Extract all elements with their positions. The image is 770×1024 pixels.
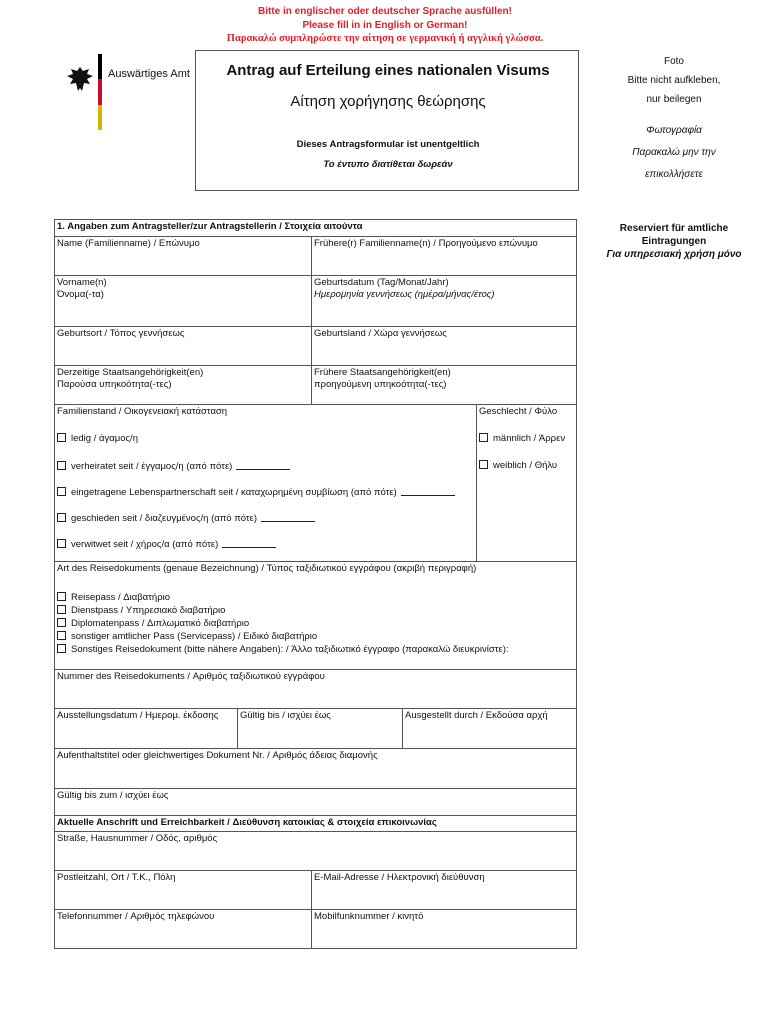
married-label: verheiratet seit / έγγαμος/η (από πότε) (71, 461, 233, 472)
form-title: Antrag auf Erteilung eines nationalen Visums (226, 62, 550, 79)
phone-field[interactable] (54, 909, 312, 949)
header-box (195, 50, 579, 191)
birthplace-field[interactable] (54, 326, 312, 366)
doc-option-1[interactable] (57, 605, 225, 617)
issue-date-field[interactable] (54, 708, 238, 749)
free-notice-greek: Το έντυπο διατίθεται δωρεάν (323, 159, 453, 170)
birthcountry-label: Geburtsland / Χώρα γεννήσεως (314, 328, 447, 339)
birthplace-label: Geburtsort / Τόπος γεννήσεως (57, 328, 185, 339)
issue-date-label: Ausstellungsdatum / Ημερομ. έκδοσης (57, 710, 219, 721)
notice-line-1: Bitte in englischer oder deutscher Sprache ausfüllen! (258, 6, 512, 17)
firstname-field[interactable] (54, 275, 312, 327)
doc-option-4[interactable] (57, 644, 509, 656)
logo-text: Auswärtiges Amt (108, 68, 190, 80)
photo-greek-3: επικολλήσετε (645, 169, 703, 180)
street-field[interactable] (54, 831, 577, 871)
notice-line-2: Please fill in in English or German! (302, 20, 468, 31)
former-surname-label: Frühere(r) Familienname(n) / Προηγούμενο επώνυμο (314, 238, 538, 249)
email-label: E-Mail-Adresse / Ηλεκτρονική διεύθυνση (314, 872, 485, 883)
photo-area (578, 52, 770, 184)
section1-title: 1. Angaben zum Antragsteller/zur Antragstellerin / Στοιχεία αιτούντα (54, 219, 577, 237)
former-nationality-label-greek: προηγούμενη υπηκοότητα(-τες) (314, 379, 447, 390)
firstname-label: Vorname(n) (57, 277, 107, 288)
sex-block (476, 404, 577, 562)
widowed-checkbox[interactable] (57, 539, 66, 548)
reserved-label (578, 222, 770, 261)
valid-until-label: Gültig bis / ισχύει έως (240, 710, 331, 721)
photo-line-3: nur beilegen (646, 94, 702, 105)
married-option[interactable] (57, 460, 290, 473)
former-nationality-field[interactable] (311, 365, 577, 405)
partnership-label: eingetragene Lebenspartnerschaft seit / καταχωρημένη συμβίωση (από πότε) (71, 487, 397, 498)
doc-option-1-checkbox[interactable] (57, 605, 66, 614)
reserved-line-1: Reserviert für amtliche (619, 223, 729, 234)
married-date-line[interactable] (236, 460, 290, 470)
doc-option-3[interactable] (57, 631, 317, 643)
residence-valid-field[interactable] (54, 788, 577, 816)
divorced-checkbox[interactable] (57, 513, 66, 522)
male-option[interactable] (479, 433, 565, 445)
divorced-date-line[interactable] (261, 512, 315, 522)
doc-option-0[interactable] (57, 592, 170, 604)
eagle-emblem-icon (65, 64, 95, 94)
nationality-label-greek: Παρούσα υπηκοότητα(-τες) (57, 379, 172, 390)
partnership-checkbox[interactable] (57, 487, 66, 496)
doc-option-0-label: Reisepass / Διαβατήριο (71, 592, 171, 603)
marital-label: Familienstand / Οικογενειακή κατάσταση (57, 406, 228, 417)
residence-valid-label: Gültig bis zum / ισχύει έως (57, 790, 169, 801)
photo-greek-1: Φωτογραφία (646, 125, 702, 136)
zip-city-label: Postleitzahl, Ort / T.K., Πόλη (57, 872, 176, 883)
mobile-label: Mobilfunknummer / κινητό (314, 911, 424, 922)
female-option[interactable] (479, 460, 557, 472)
birthdate-label-greek: Ημερομηνία γεννήσεως (ημέρα/μήνας/έτος) (314, 289, 495, 300)
partnership-date-line[interactable] (401, 486, 455, 496)
partnership-option[interactable] (57, 486, 455, 499)
mobile-field[interactable] (311, 909, 577, 949)
photo-line-2: Bitte nicht aufkleben, (627, 75, 721, 86)
widowed-option[interactable] (57, 538, 276, 551)
female-label: weiblich / Θήλυ (493, 460, 558, 471)
doc-option-3-checkbox[interactable] (57, 631, 66, 640)
firstname-label-greek: Όνομα(-τα) (57, 289, 104, 300)
divorced-label: geschieden seit / διαζευγμένος/η (από πότε) (71, 513, 258, 524)
form-title-greek: Αίτηση χορήγησης θεώρησης (290, 93, 486, 110)
doc-option-0-checkbox[interactable] (57, 592, 66, 601)
sex-label: Geschlecht / Φύλο (479, 406, 558, 417)
doc-number-label: Nummer des Reisedokuments / Αριθμός ταξιδιωτικού εγγράφου (57, 671, 325, 682)
doc-option-4-label: Sonstiges Reisedokument (bitte nähere Angaben): / Άλλο ταξιδιωτικό έγγραφο (παρακαλώ διευκρινίστε): (71, 644, 509, 655)
residence-permit-field[interactable] (54, 748, 577, 789)
valid-until-field[interactable] (237, 708, 403, 749)
notice-line-3: Παρακαλώ συμπληρώστε την αίτηση σε γερμανική ή αγγλική γλώσσα. (226, 33, 544, 44)
doc-option-3-label: sonstiger amtlicher Pass (Servicepass) / Ειδικό διαβατήριο (71, 631, 318, 642)
doc-option-2-checkbox[interactable] (57, 618, 66, 627)
issued-by-field[interactable] (402, 708, 577, 749)
nationality-label: Derzeitige Staatsangehörigkeit(en) (57, 367, 204, 378)
former-surname-field[interactable] (311, 236, 577, 276)
divorced-option[interactable] (57, 512, 315, 525)
birthcountry-field[interactable] (311, 326, 577, 366)
widowed-date-line[interactable] (222, 538, 276, 548)
photo-greek-2: Παρακαλώ μην την (632, 147, 716, 158)
single-checkbox[interactable] (57, 433, 66, 442)
female-checkbox[interactable] (479, 460, 488, 469)
former-nationality-label: Frühere Staatsangehörigkeit(en) (314, 367, 451, 378)
travel-doc-type-label: Art des Reisedokuments (genaue Bezeichnung) / Τύπος ταξιδιωτικού εγγράφου (ακριβή περιγραφή) (57, 563, 477, 574)
doc-option-4-checkbox[interactable] (57, 644, 66, 653)
surname-label: Name (Familienname) / Επώνυμο (57, 238, 200, 249)
widowed-label: verwitwet seit / χήρος/α (από πότε) (71, 539, 219, 550)
email-field[interactable] (311, 870, 577, 910)
male-checkbox[interactable] (479, 433, 488, 442)
issued-by-label: Ausgestellt durch / Εκδούσα αρχή (405, 710, 548, 721)
doc-option-1-label: Dienstpass / Υπηρεσιακό διαβατήριο (71, 605, 226, 616)
residence-permit-label: Aufenthaltstitel oder gleichwertiges Dokument Nr. / Αριθμός άδειας διαμονής (57, 750, 378, 761)
flag-bar (98, 54, 102, 130)
doc-number-field[interactable] (54, 669, 577, 709)
birthdate-field[interactable] (311, 275, 577, 327)
doc-option-2[interactable] (57, 618, 249, 630)
street-label: Straße, Hausnummer / Οδός, αριθμός (57, 833, 218, 844)
photo-line-1: Foto (663, 56, 684, 67)
married-checkbox[interactable] (57, 461, 66, 470)
reserved-greek: Για υπηρεσιακή χρήση μόνο (606, 249, 742, 260)
surname-field[interactable] (54, 236, 312, 276)
phone-label: Telefonnummer / Αριθμός τηλεφώνου (57, 911, 215, 922)
zip-city-field[interactable] (54, 870, 312, 910)
nationality-field[interactable] (54, 365, 312, 405)
birthdate-label: Geburtsdatum (Tag/Monat/Jahr) (314, 277, 449, 288)
male-label: männlich / Άρρεν (493, 433, 566, 444)
single-option[interactable] (57, 433, 138, 445)
doc-option-2-label: Diplomatenpass / Διπλωματικό διαβατήριο (71, 618, 250, 629)
free-notice: Dieses Antragsformular ist unentgeltlich (296, 139, 480, 150)
single-label: ledig / άγαμος/η (71, 433, 138, 444)
address-title: Aktuelle Anschrift und Erreichbarkeit / Διεύθυνση κατοικίας & στοιχεία επικοινωνίας (54, 815, 577, 832)
reserved-line-2: Eintragungen (641, 236, 707, 247)
